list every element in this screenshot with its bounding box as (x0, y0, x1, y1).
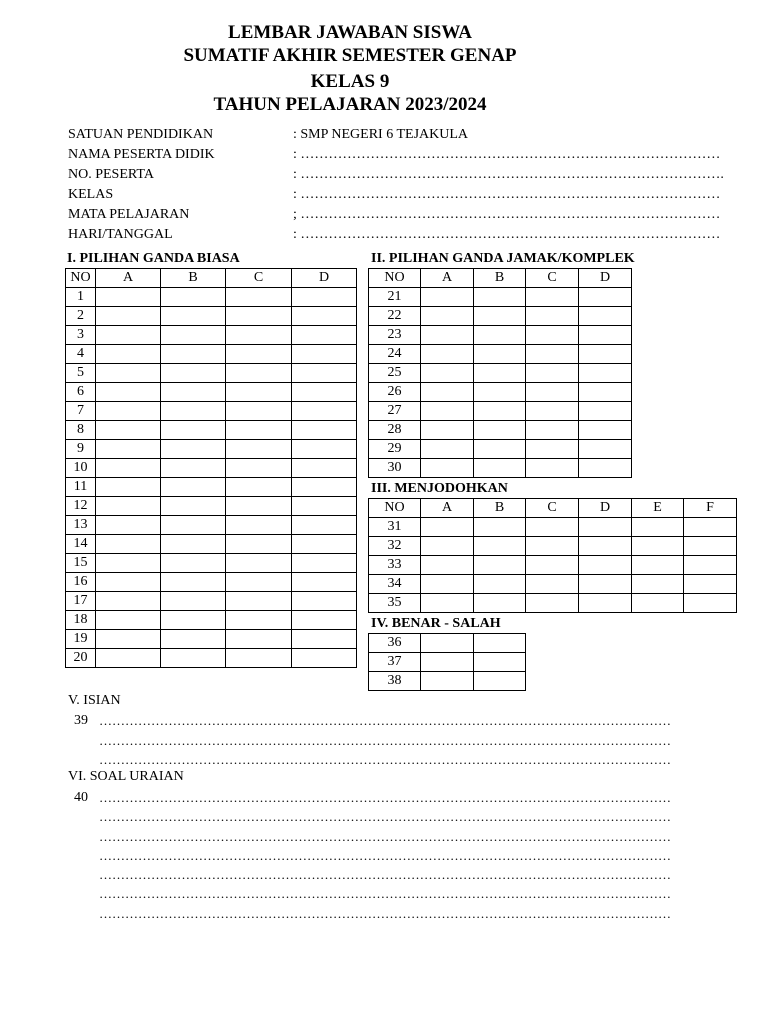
answer-cell[interactable] (226, 402, 292, 421)
table-row (369, 440, 632, 459)
section-2-answer-table (368, 268, 632, 478)
table-row (369, 634, 526, 653)
answer-cell[interactable] (226, 516, 292, 535)
section-4-title: IV. BENAR - SALAH (371, 616, 501, 631)
answer-cell[interactable] (161, 402, 226, 421)
question-number: 11 (66, 478, 96, 497)
table-row (369, 383, 632, 402)
question-39-number: 39 (74, 713, 88, 728)
answer-cell[interactable] (474, 459, 526, 478)
question-number: 18 (66, 611, 96, 630)
answer-line[interactable]: …………………………………………………………………………………………………………………… (99, 809, 671, 824)
answer-cell[interactable] (96, 307, 161, 326)
question-number: 1 (66, 288, 96, 307)
answer-cell[interactable] (96, 649, 161, 668)
table-row (369, 672, 526, 691)
question-number: 14 (66, 535, 96, 554)
answer-cell[interactable] (292, 307, 357, 326)
column-header: D (579, 269, 632, 288)
answer-cell[interactable] (96, 440, 161, 459)
answer-cell[interactable] (579, 537, 632, 556)
answer-cell[interactable] (526, 326, 579, 345)
answer-cell[interactable] (292, 535, 357, 554)
answer-cell[interactable] (96, 535, 161, 554)
answer-cell[interactable] (526, 402, 579, 421)
question-number: 38 (369, 672, 421, 691)
question-number: 16 (66, 573, 96, 592)
answer-cell[interactable] (526, 345, 579, 364)
answer-cell[interactable] (96, 630, 161, 649)
answer-cell[interactable] (292, 630, 357, 649)
answer-cell[interactable] (226, 611, 292, 630)
question-number: 6 (66, 383, 96, 402)
answer-cell[interactable] (421, 345, 474, 364)
table-header-row (369, 499, 737, 518)
identity-value-name[interactable]: : ……………………………………………………………………………… (293, 147, 721, 162)
table-row (369, 364, 632, 383)
question-number: 19 (66, 630, 96, 649)
answer-cell[interactable] (526, 440, 579, 459)
answer-cell[interactable] (421, 326, 474, 345)
answer-cell[interactable] (474, 537, 526, 556)
answer-cell[interactable] (579, 556, 632, 575)
answer-cell[interactable] (292, 516, 357, 535)
answer-cell[interactable] (161, 611, 226, 630)
answer-cell[interactable] (579, 288, 632, 307)
answer-cell[interactable] (579, 440, 632, 459)
answer-cell[interactable] (474, 364, 526, 383)
answer-cell[interactable] (579, 518, 632, 537)
answer-cell[interactable] (684, 575, 737, 594)
table-row (66, 288, 357, 307)
answer-line[interactable]: …………………………………………………………………………………………………………………… (99, 713, 671, 728)
answer-cell[interactable] (161, 459, 226, 478)
answer-cell[interactable] (292, 649, 357, 668)
answer-cell[interactable] (226, 440, 292, 459)
table-row (66, 478, 357, 497)
answer-cell[interactable] (421, 594, 474, 613)
answer-cell[interactable] (421, 653, 474, 672)
answer-cell[interactable] (526, 421, 579, 440)
answer-cell[interactable] (96, 402, 161, 421)
answer-cell[interactable] (161, 307, 226, 326)
answer-cell[interactable] (474, 421, 526, 440)
answer-cell[interactable] (684, 594, 737, 613)
answer-cell[interactable] (474, 345, 526, 364)
answer-cell[interactable] (292, 478, 357, 497)
column-header: C (526, 499, 579, 518)
answer-cell[interactable] (226, 554, 292, 573)
question-number: 3 (66, 326, 96, 345)
table-row (369, 575, 737, 594)
answer-cell[interactable] (579, 402, 632, 421)
table-row (66, 592, 357, 611)
answer-cell[interactable] (526, 459, 579, 478)
column-header: A (421, 499, 474, 518)
answer-cell[interactable] (161, 440, 226, 459)
answer-cell[interactable] (96, 554, 161, 573)
table-row (66, 459, 357, 478)
answer-cell[interactable] (292, 497, 357, 516)
answer-cell[interactable] (226, 535, 292, 554)
answer-line[interactable]: …………………………………………………………………………………………………………………… (99, 906, 671, 921)
answer-cell[interactable] (526, 518, 579, 537)
answer-cell[interactable] (96, 364, 161, 383)
answer-cell[interactable] (292, 364, 357, 383)
column-header: D (579, 499, 632, 518)
answer-cell[interactable] (292, 554, 357, 573)
question-number: 32 (369, 537, 421, 556)
identity-value-date[interactable]: : ……………………………………………………………………………… (293, 227, 721, 242)
answer-cell[interactable] (161, 535, 226, 554)
answer-cell[interactable] (226, 421, 292, 440)
answer-cell[interactable] (474, 634, 526, 653)
answer-cell[interactable] (632, 594, 684, 613)
table-row (369, 402, 632, 421)
answer-cell[interactable] (292, 402, 357, 421)
answer-line[interactable]: …………………………………………………………………………………………………………………… (99, 848, 671, 863)
question-number: 29 (369, 440, 421, 459)
answer-cell[interactable] (474, 518, 526, 537)
table-row (369, 594, 737, 613)
answer-cell[interactable] (526, 364, 579, 383)
answer-cell[interactable] (632, 537, 684, 556)
table-row (369, 421, 632, 440)
answer-cell[interactable] (161, 288, 226, 307)
answer-cell[interactable] (96, 326, 161, 345)
answer-cell[interactable] (421, 518, 474, 537)
answer-line[interactable]: …………………………………………………………………………………………………………………… (99, 790, 671, 805)
table-row (66, 402, 357, 421)
answer-cell[interactable] (474, 440, 526, 459)
answer-cell[interactable] (96, 592, 161, 611)
table-row (66, 649, 357, 668)
answer-cell[interactable] (226, 592, 292, 611)
column-header: A (421, 269, 474, 288)
answer-line[interactable]: …………………………………………………………………………………………………………………… (99, 752, 671, 767)
title-line-3: KELAS 9 (310, 71, 390, 92)
answer-cell[interactable] (292, 383, 357, 402)
answer-cell[interactable] (632, 556, 684, 575)
answer-cell[interactable] (161, 345, 226, 364)
column-header: NO (369, 499, 421, 518)
question-number: 12 (66, 497, 96, 516)
answer-cell[interactable] (96, 573, 161, 592)
answer-cell[interactable] (421, 672, 474, 691)
question-number: 20 (66, 649, 96, 668)
table-row (66, 383, 357, 402)
answer-cell[interactable] (632, 518, 684, 537)
answer-cell[interactable] (526, 537, 579, 556)
answer-cell[interactable] (161, 573, 226, 592)
answer-cell[interactable] (161, 326, 226, 345)
section-6-title: VI. SOAL URAIAN (68, 769, 184, 784)
table-row (369, 537, 737, 556)
answer-cell[interactable] (226, 630, 292, 649)
answer-line[interactable]: …………………………………………………………………………………………………………………… (99, 829, 671, 844)
answer-cell[interactable] (161, 592, 226, 611)
table-header-row (369, 269, 632, 288)
answer-cell[interactable] (579, 326, 632, 345)
answer-cell[interactable] (579, 594, 632, 613)
answer-cell[interactable] (96, 516, 161, 535)
answer-cell[interactable] (226, 326, 292, 345)
question-number: 15 (66, 554, 96, 573)
question-number: 25 (369, 364, 421, 383)
answer-cell[interactable] (421, 288, 474, 307)
answer-cell[interactable] (96, 478, 161, 497)
answer-cell[interactable] (226, 307, 292, 326)
table-row (66, 554, 357, 573)
answer-cell[interactable] (292, 592, 357, 611)
answer-cell[interactable] (421, 364, 474, 383)
question-number: 2 (66, 307, 96, 326)
question-number: 10 (66, 459, 96, 478)
answer-cell[interactable] (226, 649, 292, 668)
answer-cell[interactable] (421, 307, 474, 326)
answer-cell[interactable] (161, 383, 226, 402)
table-row (369, 345, 632, 364)
section-1-title: I. PILIHAN GANDA BIASA (67, 251, 240, 266)
column-header: C (526, 269, 579, 288)
answer-cell[interactable] (474, 594, 526, 613)
answer-cell[interactable] (526, 556, 579, 575)
identity-label-school: SATUAN PENDIDIKAN (68, 127, 214, 142)
question-40-number: 40 (74, 790, 88, 805)
answer-cell[interactable] (526, 383, 579, 402)
answer-cell[interactable] (226, 459, 292, 478)
column-header: A (96, 269, 161, 288)
answer-cell[interactable] (292, 345, 357, 364)
column-header: D (292, 269, 357, 288)
answer-cell[interactable] (161, 421, 226, 440)
title-line-2: SUMATIF AKHIR SEMESTER GENAP (183, 45, 517, 66)
answer-cell[interactable] (161, 630, 226, 649)
table-row (66, 421, 357, 440)
section-3-title: III. MENJODOHKAN (371, 481, 508, 496)
title-line-4: TAHUN PELAJARAN 2023/2024 (213, 94, 487, 115)
question-number: 26 (369, 383, 421, 402)
identity-value-subject[interactable]: ; ……………………………………………………………………………… (293, 207, 721, 222)
table-row (369, 653, 526, 672)
question-number: 27 (369, 402, 421, 421)
question-number: 23 (369, 326, 421, 345)
section-2-title: II. PILIHAN GANDA JAMAK/KOMPLEK (371, 251, 635, 266)
answer-cell[interactable] (226, 573, 292, 592)
answer-cell[interactable] (421, 459, 474, 478)
answer-cell[interactable] (292, 611, 357, 630)
identity-value-number[interactable]: : ………………………………………………………………………………. (293, 167, 724, 182)
question-number: 30 (369, 459, 421, 478)
question-number: 21 (369, 288, 421, 307)
table-row (66, 535, 357, 554)
table-header-row (66, 269, 357, 288)
answer-cell[interactable] (161, 649, 226, 668)
answer-cell[interactable] (421, 383, 474, 402)
answer-cell[interactable] (526, 594, 579, 613)
table-row (66, 573, 357, 592)
answer-cell[interactable] (292, 421, 357, 440)
identity-label-date: HARI/TANGGAL (68, 227, 173, 242)
section-4-answer-table (368, 633, 526, 691)
column-header: F (684, 499, 737, 518)
answer-cell[interactable] (579, 383, 632, 402)
column-header: B (474, 499, 526, 518)
table-row (369, 518, 737, 537)
table-row (369, 307, 632, 326)
question-number: 31 (369, 518, 421, 537)
question-number: 34 (369, 575, 421, 594)
answer-cell[interactable] (474, 653, 526, 672)
answer-cell[interactable] (421, 575, 474, 594)
question-number: 37 (369, 653, 421, 672)
answer-cell[interactable] (684, 556, 737, 575)
answer-cell[interactable] (96, 459, 161, 478)
question-number: 33 (369, 556, 421, 575)
answer-cell[interactable] (474, 326, 526, 345)
answer-cell[interactable] (421, 556, 474, 575)
answer-cell[interactable] (684, 518, 737, 537)
question-number: 8 (66, 421, 96, 440)
answer-cell[interactable] (421, 402, 474, 421)
column-header: NO (369, 269, 421, 288)
answer-cell[interactable] (226, 478, 292, 497)
question-number: 24 (369, 345, 421, 364)
answer-cell[interactable] (292, 288, 357, 307)
answer-cell[interactable] (161, 364, 226, 383)
answer-line[interactable]: …………………………………………………………………………………………………………………… (99, 733, 671, 748)
identity-label-subject: MATA PELAJARAN (68, 207, 190, 222)
identity-value-school: : SMP NEGERI 6 TEJAKULA (293, 127, 469, 142)
identity-label-name: NAMA PESERTA DIDIK (68, 147, 215, 162)
answer-cell[interactable] (161, 554, 226, 573)
table-row (66, 611, 357, 630)
answer-cell[interactable] (526, 307, 579, 326)
answer-cell[interactable] (96, 288, 161, 307)
answer-cell[interactable] (96, 383, 161, 402)
answer-cell[interactable] (226, 364, 292, 383)
table-row (66, 630, 357, 649)
table-row (66, 326, 357, 345)
question-number: 36 (369, 634, 421, 653)
section-5-title: V. ISIAN (68, 693, 121, 708)
answer-line[interactable]: …………………………………………………………………………………………………………………… (99, 886, 671, 901)
table-row (66, 516, 357, 535)
answer-cell[interactable] (421, 440, 474, 459)
answer-cell[interactable] (96, 345, 161, 364)
answer-cell[interactable] (96, 497, 161, 516)
answer-cell[interactable] (474, 672, 526, 691)
question-number: 7 (66, 402, 96, 421)
answer-cell[interactable] (474, 556, 526, 575)
question-number: 35 (369, 594, 421, 613)
answer-cell[interactable] (474, 575, 526, 594)
question-number: 22 (369, 307, 421, 326)
question-number: 13 (66, 516, 96, 535)
answer-cell[interactable] (96, 421, 161, 440)
answer-cell[interactable] (684, 537, 737, 556)
answer-cell[interactable] (474, 307, 526, 326)
answer-cell[interactable] (226, 288, 292, 307)
answer-line[interactable]: …………………………………………………………………………………………………………………… (99, 867, 671, 882)
table-row (66, 307, 357, 326)
column-header: B (474, 269, 526, 288)
table-row (66, 440, 357, 459)
answer-cell[interactable] (579, 307, 632, 326)
table-row (66, 364, 357, 383)
column-header: B (161, 269, 226, 288)
question-number: 4 (66, 345, 96, 364)
answer-cell[interactable] (474, 383, 526, 402)
answer-cell[interactable] (421, 537, 474, 556)
question-number: 9 (66, 440, 96, 459)
answer-cell[interactable] (632, 575, 684, 594)
answer-cell[interactable] (579, 345, 632, 364)
answer-cell[interactable] (161, 497, 226, 516)
question-number: 17 (66, 592, 96, 611)
answer-cell[interactable] (292, 459, 357, 478)
table-row (369, 288, 632, 307)
answer-cell[interactable] (292, 440, 357, 459)
answer-cell[interactable] (226, 497, 292, 516)
answer-cell[interactable] (421, 421, 474, 440)
answer-cell[interactable] (292, 326, 357, 345)
answer-cell[interactable] (579, 364, 632, 383)
answer-cell[interactable] (161, 516, 226, 535)
table-row (369, 459, 632, 478)
table-row (66, 345, 357, 364)
table-row (66, 497, 357, 516)
answer-cell[interactable] (96, 611, 161, 630)
answer-cell[interactable] (292, 573, 357, 592)
column-header: NO (66, 269, 96, 288)
answer-cell[interactable] (226, 345, 292, 364)
answer-cell[interactable] (161, 478, 226, 497)
answer-cell[interactable] (579, 459, 632, 478)
answer-cell[interactable] (226, 383, 292, 402)
column-header: E (632, 499, 684, 518)
answer-cell[interactable] (421, 634, 474, 653)
table-row (369, 326, 632, 345)
title-line-1: LEMBAR JAWABAN SISWA (228, 22, 472, 43)
identity-label-number: NO. PESERTA (68, 167, 154, 182)
identity-value-class[interactable]: : ……………………………………………………………………………… (293, 187, 721, 202)
answer-cell[interactable] (579, 421, 632, 440)
answer-cell[interactable] (579, 575, 632, 594)
section-1-answer-table (65, 268, 357, 668)
question-number: 28 (369, 421, 421, 440)
answer-cell[interactable] (474, 288, 526, 307)
identity-label-class: KELAS (68, 187, 114, 202)
answer-cell[interactable] (526, 288, 579, 307)
table-row (369, 556, 737, 575)
answer-cell[interactable] (474, 402, 526, 421)
section-3-answer-table (368, 498, 737, 613)
column-header: C (226, 269, 292, 288)
question-number: 5 (66, 364, 96, 383)
answer-cell[interactable] (526, 575, 579, 594)
